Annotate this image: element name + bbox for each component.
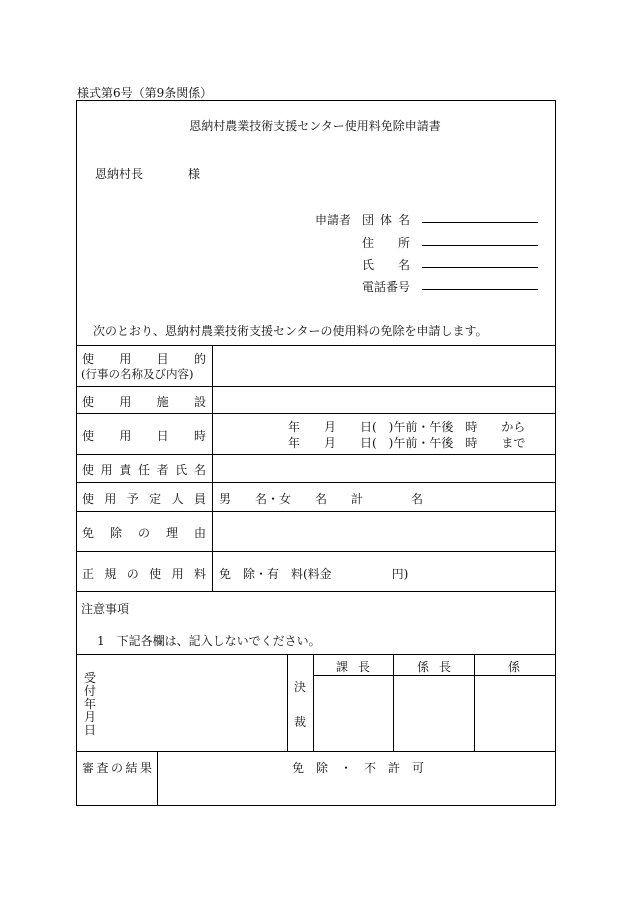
fee-label: 正 規 の 使 用 料 [82, 567, 206, 581]
addressee-suffix: 様 [188, 167, 201, 181]
notes-item-1: 1 下記各欄は、記入しないでください。 [97, 634, 321, 648]
org-name-label: 団 体 名 [362, 213, 410, 227]
facility-label: 使 用 施 設 [82, 395, 206, 409]
address-label: 住 所 [362, 236, 410, 250]
form-number: 様式第6号（第9条関係） [77, 86, 213, 100]
datetime-line1[interactable]: 年 月 日( )午前・午後 時 から [288, 420, 526, 434]
approver-staff: 係 [508, 660, 521, 674]
phone-line[interactable] [422, 289, 538, 290]
approver-section-chief: 課 長 [336, 660, 370, 674]
decision-label-1: 決 [294, 680, 307, 694]
responsible-value[interactable] [213, 455, 555, 481]
name-line[interactable] [422, 267, 538, 268]
row-divider [76, 482, 556, 483]
row-divider [76, 551, 556, 552]
phone-label: 電 話 番 号 [362, 280, 411, 294]
intro-text: 次のとおり、恩納村農業技術支援センターの使用料の免除を申請します。 [93, 324, 488, 338]
datetime-label: 使 用 日 時 [82, 429, 206, 443]
office-column-divider [313, 654, 314, 751]
decision-label-2: 裁 [294, 715, 307, 729]
addressee: 恩納村長 [95, 167, 144, 181]
form-title: 恩納村農業技術支援センター使用料免除申請書 [189, 119, 441, 133]
form-frame [76, 100, 556, 806]
reason-value[interactable] [213, 512, 555, 550]
notes-heading: 注意事項 [81, 602, 130, 616]
row-divider [76, 413, 556, 414]
office-divider [76, 654, 556, 655]
office-column-divider [474, 654, 475, 751]
purpose-value[interactable] [213, 346, 555, 385]
approver-subsection-chief: 係 長 [417, 660, 451, 674]
review-label: 審 査 の 結 果 [82, 761, 152, 775]
org-name-line[interactable] [422, 222, 538, 223]
purpose-sublabel: (行事の名称及び内容) [81, 367, 194, 381]
row-divider [76, 591, 556, 592]
datetime-line2[interactable]: 年 月 日( )午前・午後 時 まで [288, 436, 526, 450]
office-column-divider [287, 654, 288, 751]
office-divider [76, 751, 556, 752]
people-value[interactable]: 男 名・女 名 計 名 [219, 492, 424, 506]
people-label: 使 用 予 定 人 員 [82, 492, 206, 506]
fee-value[interactable]: 免 除・有 料(料金 円) [219, 567, 409, 581]
received-date-label: 受 付 年 月 日 [83, 671, 96, 737]
purpose-label: 使 用 目 的 [82, 352, 206, 366]
office-column-divider [393, 654, 394, 751]
address-line[interactable] [422, 245, 538, 246]
applicant-label: 申請者 [315, 213, 352, 227]
name-label: 氏 名 [362, 258, 410, 272]
reason-label: 免 除 の 理 由 [82, 526, 206, 540]
responsible-label: 使 用 責 任 者 氏 名 [82, 463, 206, 477]
facility-value[interactable] [213, 387, 555, 412]
office-divider [313, 675, 556, 676]
review-column-divider [157, 751, 158, 806]
review-value[interactable]: 免 除 ・ 不 許 可 [292, 761, 425, 775]
